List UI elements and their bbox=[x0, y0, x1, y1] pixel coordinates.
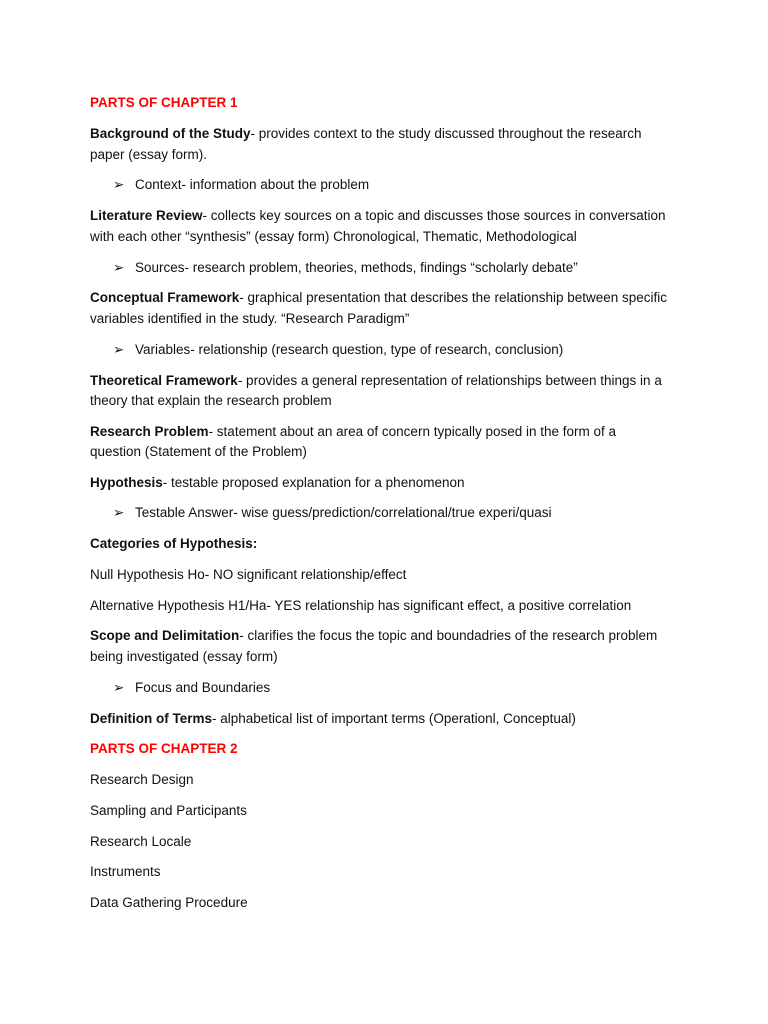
theoretical-line1 bbox=[90, 373, 662, 389]
conceptual-desc2: variables identified in the study. “Research Paradigm” bbox=[90, 311, 410, 326]
conceptual-bullet bbox=[113, 342, 563, 358]
literature-line1 bbox=[90, 208, 666, 224]
hypothesis-term: Hypothesis bbox=[90, 475, 163, 490]
background-desc2: paper (essay form). bbox=[90, 147, 208, 162]
chapter2-item-research-design: Research Design bbox=[90, 772, 194, 787]
definition-term: Definition of Terms bbox=[90, 711, 213, 726]
theoretical-desc2: theory that explain the research problem bbox=[90, 393, 332, 408]
scope-term: Scope and Delimitation bbox=[90, 628, 240, 643]
background-bullet-text: Context- information about the problem bbox=[135, 177, 370, 192]
chapter2-item-data-gathering: Data Gathering Procedure bbox=[90, 895, 248, 910]
scope-desc2: being investigated (essay form) bbox=[90, 649, 278, 664]
literature-bullet-text: Sources- research problem, theories, methods, findings “scholarly debate” bbox=[135, 260, 578, 275]
conceptual-line1 bbox=[90, 290, 667, 306]
arrowhead-bullet-icon: ➢ bbox=[113, 680, 125, 695]
conceptual-bullet-text: Variables- relationship (research question, type of research, conclusion) bbox=[135, 342, 564, 357]
alternative-hypothesis: Alternative Hypothesis H1/Ha- YES relationship has significant effect, a positive correlation bbox=[90, 598, 632, 613]
background-term: Background of the Study bbox=[90, 126, 251, 141]
problem-desc1: - statement about an area of concern typically posed in the form of a bbox=[208, 424, 617, 439]
problem-desc2: question (Statement of the Problem) bbox=[90, 444, 307, 459]
problem-line1 bbox=[90, 424, 616, 440]
problem-term: Research Problem bbox=[90, 424, 209, 439]
hypothesis-bullet bbox=[113, 505, 551, 521]
hypothesis-line1 bbox=[90, 475, 465, 491]
categories-heading bbox=[90, 536, 257, 552]
chapter2-item-sampling: Sampling and Participants bbox=[90, 803, 247, 818]
background-desc1: - provides context to the study discussed throughout the research bbox=[250, 126, 642, 141]
hypothesis-desc1: - testable proposed explanation for a phenomenon bbox=[162, 475, 465, 490]
scope-line1 bbox=[90, 628, 657, 644]
literature-bullet bbox=[113, 260, 578, 276]
categories-heading-text: Categories of Hypothesis: bbox=[90, 536, 258, 551]
arrowhead-bullet-icon: ➢ bbox=[113, 177, 125, 192]
literature-desc1: - collects key sources on a topic and discusses those sources in conversation bbox=[202, 208, 666, 223]
conceptual-term: Conceptual Framework bbox=[90, 290, 240, 305]
literature-term: Literature Review bbox=[90, 208, 203, 223]
hypothesis-bullet-text: Testable Answer- wise guess/prediction/correlational/true experi/quasi bbox=[135, 505, 552, 520]
chapter2-item-instruments: Instruments bbox=[90, 864, 161, 879]
chapter2-item-locale: Research Locale bbox=[90, 834, 192, 849]
conceptual-desc1: - graphical presentation that describes the relationship between specific bbox=[239, 290, 668, 305]
theoretical-desc1: - provides a general representation of relationships between things in a bbox=[237, 373, 662, 388]
definition-line1 bbox=[90, 711, 576, 727]
null-hypothesis: Null Hypothesis Ho- NO significant relationship/effect bbox=[90, 567, 407, 582]
background-line1 bbox=[90, 126, 642, 142]
arrowhead-bullet-icon: ➢ bbox=[113, 260, 125, 275]
background-bullet bbox=[113, 177, 369, 193]
arrowhead-bullet-icon: ➢ bbox=[113, 342, 125, 357]
literature-desc2: with each other “synthesis” (essay form) Chronological, Thematic, Methodological bbox=[90, 229, 577, 244]
scope-desc1: - clarifies the focus the topic and boundadries of the research problem bbox=[239, 628, 658, 643]
theoretical-term: Theoretical Framework bbox=[90, 373, 238, 388]
scope-bullet bbox=[113, 680, 270, 696]
scope-bullet-text: Focus and Boundaries bbox=[135, 680, 271, 695]
chapter1-heading: PARTS OF CHAPTER 1 bbox=[90, 95, 238, 110]
chapter2-heading: PARTS OF CHAPTER 2 bbox=[90, 741, 238, 756]
definition-desc1: - alphabetical list of important terms (Operationl, Conceptual) bbox=[212, 711, 576, 726]
arrowhead-bullet-icon: ➢ bbox=[113, 505, 125, 520]
